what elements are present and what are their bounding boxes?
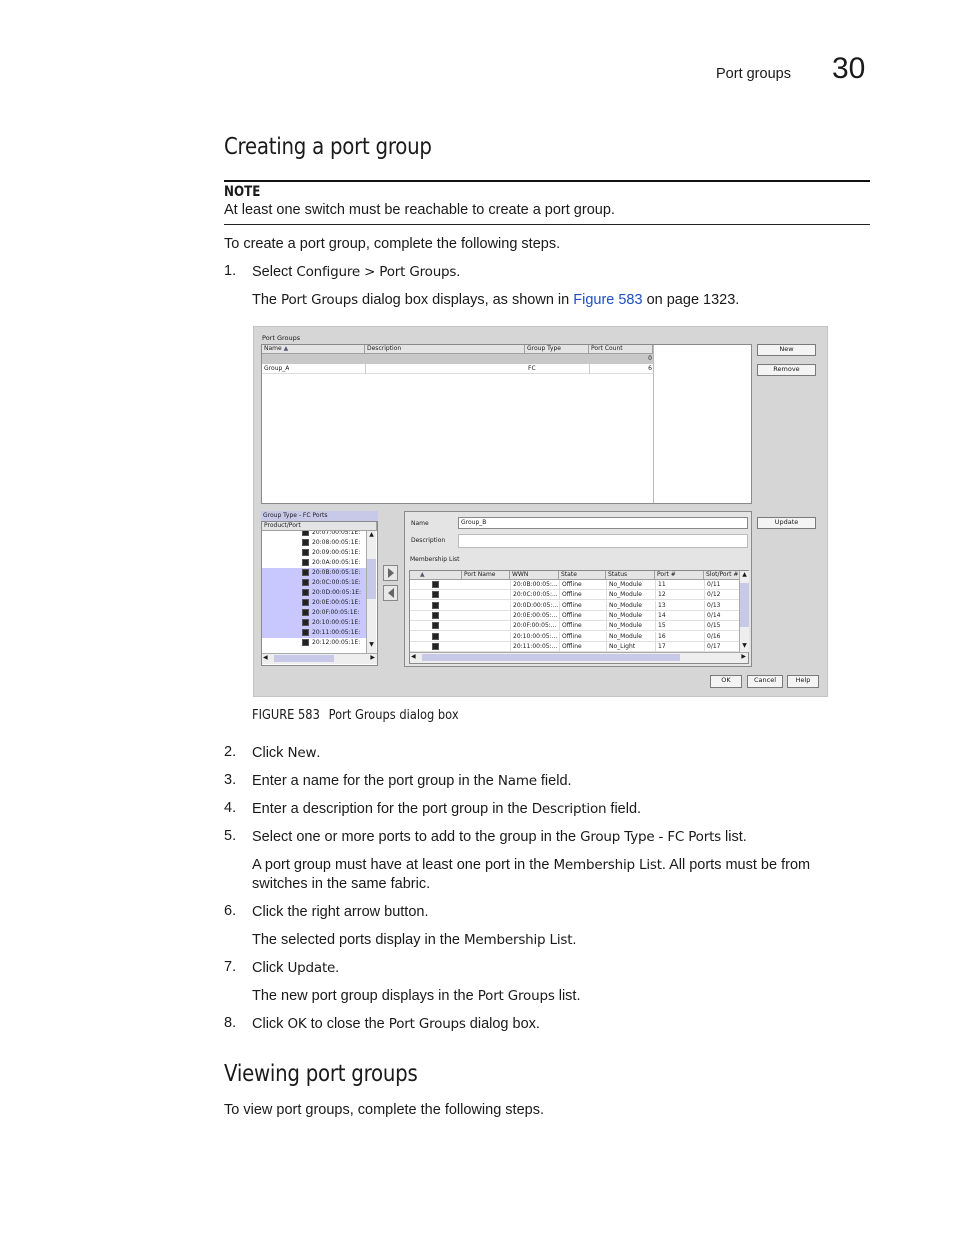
port-icon xyxy=(302,559,309,566)
membership-column-header[interactable]: Port Name xyxy=(462,571,510,580)
port-icon xyxy=(302,531,309,536)
sort-up-icon: ▲ xyxy=(420,571,425,578)
step-2: Click New. xyxy=(252,745,321,761)
membership-column-header[interactable]: Slot/Port # xyxy=(706,571,739,578)
list-item[interactable]: 20:08:00:05:1E: xyxy=(262,538,366,548)
move-right-button[interactable] xyxy=(383,565,398,581)
list-item[interactable]: 20:12:00:05:1E: xyxy=(262,638,366,648)
scroll-thumb[interactable] xyxy=(422,654,680,661)
step-number: 7. xyxy=(224,959,237,975)
scroll-thumb[interactable] xyxy=(274,655,334,662)
sort-up-icon: ▲ xyxy=(283,345,289,352)
port-icon xyxy=(432,591,439,598)
port-icon xyxy=(302,579,309,586)
port-icon xyxy=(432,581,439,588)
step-number: 6. xyxy=(224,903,237,919)
membership-column-header[interactable]: WWN xyxy=(510,571,559,580)
port-icon xyxy=(432,622,439,629)
section-title-creating: Creating a port group xyxy=(224,134,432,160)
port-icon xyxy=(302,609,309,616)
vertical-scrollbar[interactable] xyxy=(366,531,376,653)
port-icon xyxy=(302,639,309,646)
table-row[interactable]: Group_A FC 6 xyxy=(264,365,652,372)
membership-column-header[interactable]: Status xyxy=(606,571,655,580)
ui-term: Update xyxy=(287,960,336,976)
name-label: Name xyxy=(411,520,429,527)
port-icon xyxy=(302,569,309,576)
description-label: Description xyxy=(411,537,446,544)
help-button[interactable]: Help xyxy=(787,675,819,688)
name-input[interactable]: Group_B xyxy=(458,517,748,529)
step-7: Click Update. xyxy=(252,960,340,976)
table-row[interactable]: 20:10:00:05:... Offline No_Module 16 0/16 xyxy=(410,632,740,642)
port-icon xyxy=(432,643,439,650)
scroll-left-icon[interactable]: ◀ xyxy=(263,654,268,661)
ui-term: Configure > Port Groups xyxy=(296,264,457,280)
step-4: Enter a description for the port group in the Description field. xyxy=(252,801,642,817)
list-item[interactable]: 20:0E:00:05:1E: xyxy=(262,598,366,608)
scroll-right-icon[interactable]: ▶ xyxy=(741,653,746,660)
fc-ports-items xyxy=(262,531,366,653)
figure-link[interactable]: Figure 583 xyxy=(573,292,643,308)
port-icon xyxy=(432,612,439,619)
port-icon xyxy=(302,589,309,596)
table-row[interactable]: 20:0C:00:05:... Offline No_Module 12 0/12 xyxy=(410,590,740,600)
note-label: NOTE xyxy=(224,184,261,200)
step-5-detail: A port group must have at least one port in the Membership List. All ports must be from switches in the same fabric. xyxy=(252,857,811,892)
step-number: 3. xyxy=(224,772,237,788)
table-row[interactable]: 20:0F:00:05:... Offline No_Module 15 0/15 xyxy=(410,621,740,631)
port-icon xyxy=(302,539,309,546)
cancel-button[interactable]: Cancel xyxy=(747,675,783,688)
membership-list-table xyxy=(409,570,749,664)
step-number: 8. xyxy=(224,1015,237,1031)
step-number: 1. xyxy=(224,263,237,279)
creating-intro: To create a port group, complete the following steps. xyxy=(224,236,561,252)
port-groups-label: Port Groups xyxy=(262,334,301,342)
table-row[interactable]: 0 xyxy=(262,354,654,364)
edit-panel xyxy=(404,511,752,667)
membership-column-header[interactable] xyxy=(410,571,462,580)
port-icon xyxy=(302,629,309,636)
table-row[interactable]: 20:11:00:05:... Offline No_Light 17 0/17 xyxy=(410,642,740,652)
move-left-button[interactable] xyxy=(383,585,398,601)
membership-column-header[interactable]: Port # xyxy=(655,571,704,580)
step-number: 2. xyxy=(224,744,237,760)
right-arrow-icon xyxy=(384,566,397,580)
list-item[interactable]: 20:07:00:05:1E: xyxy=(262,531,366,538)
port-icon xyxy=(302,599,309,606)
list-item[interactable]: 20:0D:00:05:1E: xyxy=(262,588,366,598)
note-text: At least one switch must be reachable to create a port group. xyxy=(224,202,615,218)
scroll-up-icon[interactable]: ▲ xyxy=(742,571,747,578)
fc-ports-header[interactable]: Product/Port xyxy=(262,522,377,531)
step-6: Click the right arrow button. xyxy=(252,904,429,920)
step-1: Select Configure > Port Groups. xyxy=(252,264,461,280)
port-groups-dialog-screenshot xyxy=(253,326,828,697)
note-bottom-rule xyxy=(224,224,870,225)
list-item[interactable]: 20:09:00:05:1E: xyxy=(262,548,366,558)
table-row[interactable]: 20:0B:00:05:... Offline No_Module 11 0/11 xyxy=(410,580,740,590)
scroll-thumb[interactable] xyxy=(740,583,749,627)
scroll-left-icon[interactable]: ◀ xyxy=(411,653,416,660)
ui-term: Port Groups xyxy=(388,1016,466,1032)
figure-caption: FIGURE 583 Port Groups dialog box xyxy=(252,708,459,723)
ui-term: Description xyxy=(531,801,607,817)
ok-button[interactable]: OK xyxy=(710,675,742,688)
scroll-down-icon[interactable]: ▼ xyxy=(369,641,374,648)
ui-term: Port Groups xyxy=(281,292,359,308)
viewing-intro: To view port groups, complete the following steps. xyxy=(224,1102,544,1118)
step-5: Select one or more ports to add to the group in the Group Type - FC Ports list. xyxy=(252,829,747,845)
ui-term: Membership List xyxy=(553,857,662,873)
note-top-rule xyxy=(224,180,870,182)
column-header-group-type[interactable]: Group Type xyxy=(525,345,589,354)
remove-button[interactable]: Remove xyxy=(757,364,816,376)
ui-term: Port Groups xyxy=(477,988,555,1004)
step-8: Click OK to close the Port Groups dialog box. xyxy=(252,1016,540,1032)
port-icon xyxy=(432,602,439,609)
ui-term: Name xyxy=(497,773,537,789)
running-header-section: Port groups xyxy=(716,66,791,82)
list-item[interactable]: 20:0A:00:05:1E: xyxy=(262,558,366,568)
horizontal-scrollbar[interactable] xyxy=(262,653,377,664)
scroll-right-icon[interactable]: ▶ xyxy=(370,654,375,661)
column-header-name[interactable]: Name ▲ xyxy=(262,345,365,354)
scroll-up-icon[interactable]: ▲ xyxy=(369,531,374,538)
table-row[interactable]: 20:0E:00:05:... Offline No_Module 14 0/14 xyxy=(410,611,740,621)
update-button[interactable]: Update xyxy=(757,517,816,529)
vertical-scrollbar[interactable] xyxy=(739,571,749,652)
left-arrow-icon xyxy=(384,586,397,600)
description-input[interactable] xyxy=(458,534,748,548)
table-row[interactable]: 20:0D:00:05:... Offline No_Module 13 0/13 xyxy=(410,601,740,611)
step-3: Enter a name for the port group in the Name field. xyxy=(252,773,572,789)
list-item[interactable]: 20:10:00:05:1E: xyxy=(262,618,366,628)
step-6-detail: The selected ports display in the Membership List. xyxy=(252,932,577,948)
column-header-description[interactable]: Description xyxy=(365,345,525,354)
list-item[interactable]: 20:0F:00:05:1E: xyxy=(262,608,366,618)
horizontal-scrollbar[interactable] xyxy=(410,652,748,663)
fc-ports-label: Group Type - FC Ports xyxy=(261,511,378,521)
port-icon xyxy=(302,549,309,556)
fc-ports-list xyxy=(261,521,378,666)
list-item[interactable]: 20:11:00:05:1E: xyxy=(262,628,366,638)
scroll-down-icon[interactable]: ▼ xyxy=(742,642,747,649)
port-icon xyxy=(302,619,309,626)
ui-term: New xyxy=(287,745,317,761)
list-item[interactable]: 20:0B:00:05:1E: xyxy=(262,568,366,578)
step-7-detail: The new port group displays in the Port Groups list. xyxy=(252,988,581,1004)
membership-list-label: Membership List xyxy=(410,556,460,563)
list-item[interactable]: 20:0C:00:05:1E: xyxy=(262,578,366,588)
step-1-detail: The Port Groups dialog box displays, as shown in Figure 583 on page 1323. xyxy=(252,292,740,308)
port-groups-table xyxy=(261,344,752,504)
step-number: 4. xyxy=(224,800,237,816)
ui-term: OK xyxy=(287,1016,307,1032)
port-icon xyxy=(432,633,439,640)
ui-term: Group Type - FC Ports xyxy=(580,829,721,845)
column-header-port-count[interactable]: Port Count xyxy=(589,345,653,354)
step-number: 5. xyxy=(224,828,237,844)
membership-rows xyxy=(410,580,740,652)
scroll-thumb[interactable] xyxy=(367,559,376,599)
membership-header xyxy=(410,571,740,580)
section-title-viewing: Viewing port groups xyxy=(224,1061,418,1087)
ui-term: Membership List xyxy=(463,932,573,948)
membership-column-header[interactable]: State xyxy=(559,571,606,580)
new-button[interactable]: New xyxy=(757,344,816,356)
chapter-number: 30 xyxy=(832,52,866,85)
